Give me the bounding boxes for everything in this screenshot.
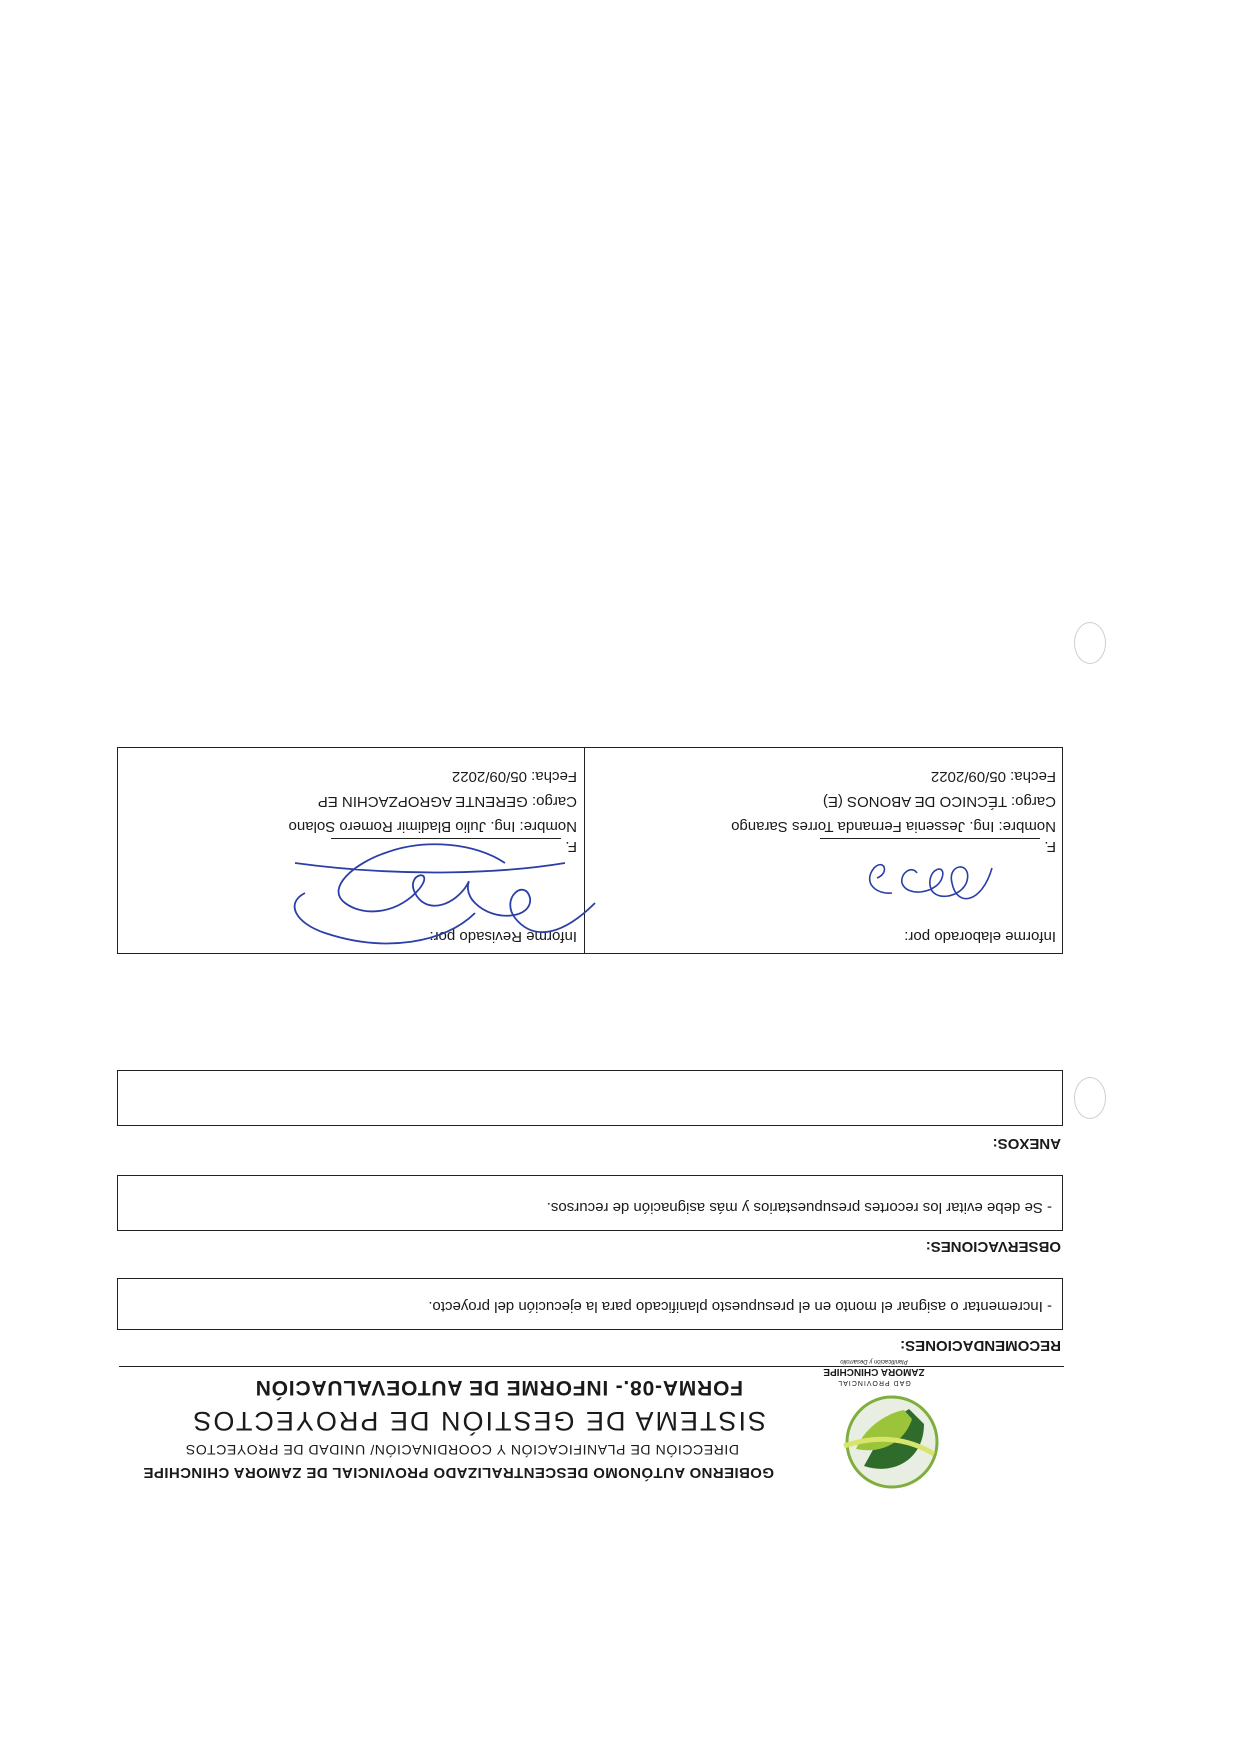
anexos-box (117, 1070, 1063, 1126)
revisado-cell (116, 748, 585, 953)
header-divider (119, 1366, 1064, 1367)
revisado-heading: Informe Revisado por: (429, 928, 577, 945)
logo-line-3: Planificación y Desarrollo (840, 1358, 908, 1364)
punch-hole-bottom (1074, 622, 1106, 664)
punch-hole-top (1074, 1077, 1106, 1119)
institution-title: GOBIERNO AUTÓNOMO DESCENTRALIZADO PROVINCIAL DE ZAMORA CHINCHIPE (143, 1464, 774, 1481)
recomendaciones-text: - Incrementar o asignar el monto en el presupuesto planificado para la ejecución del proyecto. (428, 1298, 1052, 1315)
revisado-fecha: Fecha: 05/09/2022 (451, 768, 577, 785)
elaborado-heading: Informe elaborado por: (904, 928, 1056, 945)
logo-line-2: ZAMORA CHINCHIPE (823, 1366, 925, 1377)
revisado-cargo: Cargo: GERENTE AGROPZACHIN EP (317, 793, 577, 810)
elaborado-cargo: Cargo: TÉCNICO DE ABONOS (E) (822, 793, 1056, 810)
department-title: DIRECCIÓN DE PLANIFICACIÓN Y COORDINACIÓN/ UNIDAD DE PROYECTOS (185, 1442, 739, 1458)
anexos-text (118, 1093, 1062, 1125)
elaborado-signature-line (820, 838, 1040, 839)
revisado-f-label: F. (565, 838, 577, 855)
elaborado-nombre: Nombre: Ing. Jessenia Fernanda Torres Sarango (731, 818, 1056, 835)
elaborado-cell (584, 748, 1062, 953)
observaciones-box (117, 1175, 1063, 1231)
recomendaciones-label: RECOMENDACIONES: (900, 1337, 1061, 1354)
revisado-nombre: Nombre: Ing. Julio Bladimir Romero Solano (288, 818, 577, 835)
elaborado-f-label: F. (1044, 838, 1056, 855)
signature-table (117, 747, 1063, 954)
form-title: FORMA-08.- INFORME DE AUTOEVALUACIÓN (254, 1376, 743, 1399)
revisado-signature-line (331, 838, 561, 839)
anexos-label: ANEXOS: (992, 1135, 1061, 1152)
logo-caption (809, 1355, 939, 1388)
observaciones-label: OBSERVACIONES: (925, 1238, 1061, 1255)
logo-line-1: GAD PROVINCIAL (837, 1379, 911, 1386)
elaborado-signature (802, 843, 1002, 923)
observaciones-text: - Se debe evitar los recortes presupuestarios y más asignación de recursos. (546, 1199, 1052, 1216)
elaborado-fecha: Fecha: 05/09/2022 (930, 768, 1056, 785)
system-title: SISTEMA DE GESTIÓN DE PROYECTOS (191, 1406, 766, 1436)
recomendaciones-box (117, 1278, 1063, 1330)
